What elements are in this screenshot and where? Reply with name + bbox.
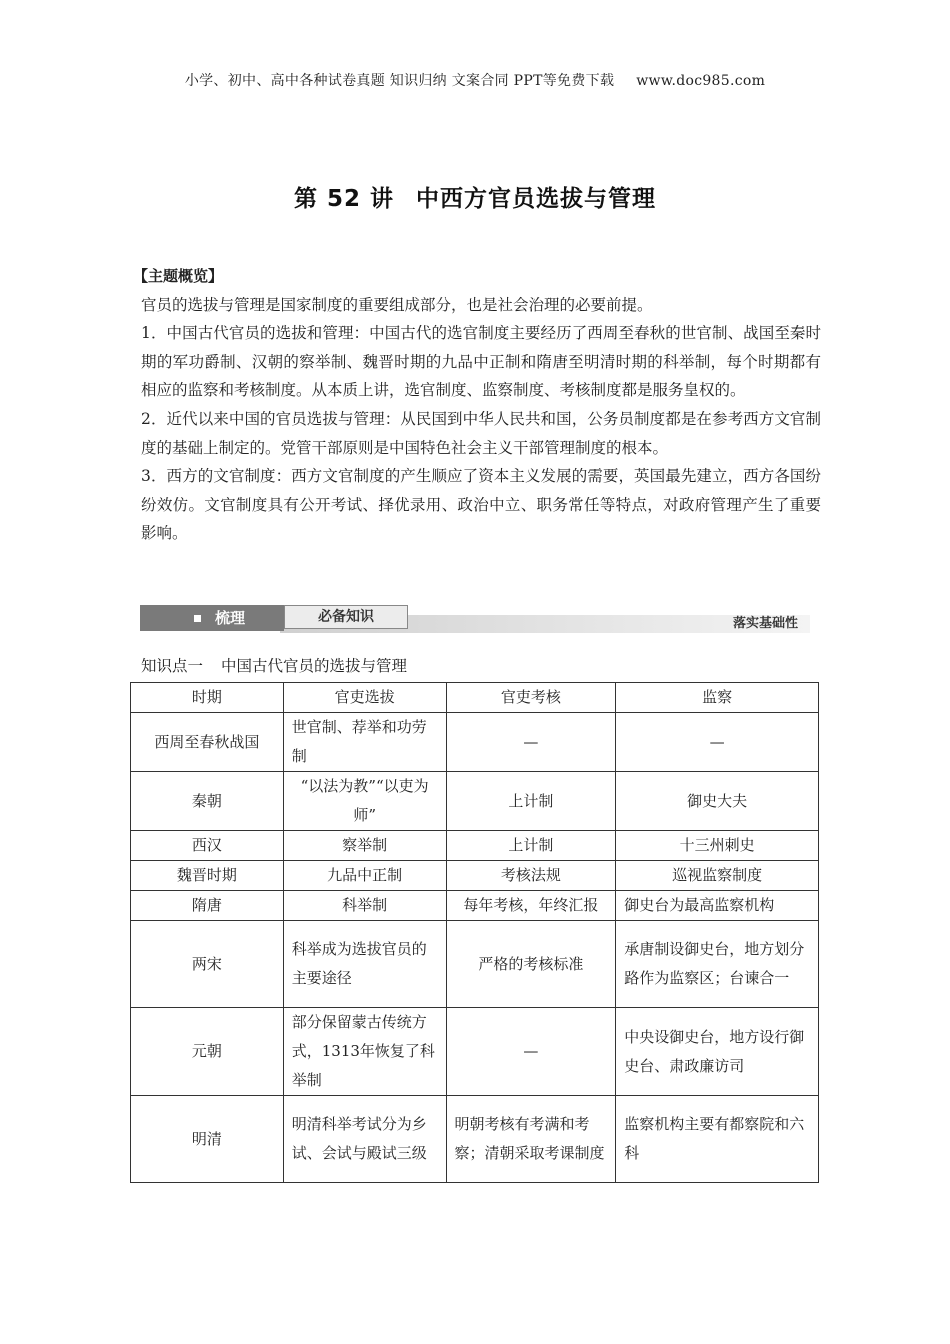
table-cell: 世官制、荐举和功劳制 — [283, 713, 446, 772]
table-cell: 元朝 — [131, 1008, 284, 1096]
table-cell: 巡视监察制度 — [616, 861, 819, 891]
table-cell: 九品中正制 — [283, 861, 446, 891]
header-site[interactable]: www.doc985.com — [636, 73, 766, 89]
header-text: 小学、初中、高中各种试卷真题 知识归纳 文案合同 PPT等免费下载 — [184, 73, 615, 89]
knowledge-point-name: 中国古代官员的选拔与管理 — [221, 657, 408, 675]
page-title — [0, 180, 950, 213]
banner-left-tab — [140, 605, 284, 631]
table-cell: 承唐制设御史台，地方划分路作为监察区；台谏合一 — [616, 921, 819, 1008]
table-cell: 上计制 — [446, 772, 616, 831]
table-row — [131, 861, 819, 891]
table-row — [131, 772, 819, 831]
table-cell: 中央设御史台，地方设行御史台、肃政廉访司 — [616, 1008, 819, 1096]
overview-paragraph: 3．西方的文官制度：西方文官制度的产生顺应了资本主义发展的需要，英国最先建立，西方各国纷纷效仿。文官制度具有公开考试、择优录用、政治中立、职务常任等特点，对政府管理产生了重要影响。 — [141, 467, 821, 543]
table-cell: 御史台为最高监察机构 — [616, 891, 819, 921]
overview-section — [133, 262, 821, 548]
knowledge-table — [130, 682, 819, 1183]
table-cell: 严格的考核标准 — [446, 921, 616, 1008]
table-cell: 西汉 — [131, 831, 284, 861]
table-cell: 上计制 — [446, 831, 616, 861]
table-cell: 明清 — [131, 1096, 284, 1183]
table-cell: 隋唐 — [131, 891, 284, 921]
table-cell: 科举成为选拔官员的主要途径 — [283, 921, 446, 1008]
table-header: 官吏考核 — [446, 683, 616, 713]
table-row — [131, 831, 819, 861]
overview-paragraph: 1．中国古代官员的选拔和管理：中国古代的选官制度主要经历了西周至春秋的世官制、战国至秦时期的军功爵制、汉朝的察举制、魏晋时期的九品中正制和隋唐至明清时期的科举制，每个时期都有相应的监察和考核制度。从本质上讲，选官制度、监察制度、考核制度都是服务皇权的。 — [141, 324, 821, 400]
table-header-row — [131, 683, 819, 713]
table-row — [131, 921, 819, 1008]
table-row — [131, 1096, 819, 1183]
table-cell: — — [616, 713, 819, 772]
table-cell: 御史大夫 — [616, 772, 819, 831]
table-cell: 部分保留蒙古传统方式，1313年恢复了科举制 — [283, 1008, 446, 1096]
title-lecture: 第 52 讲 — [293, 186, 395, 212]
table-header: 官吏选拔 — [283, 683, 446, 713]
banner-middle-tab: 必备知识 — [284, 605, 408, 629]
table-cell: — — [446, 1008, 616, 1096]
table-cell: 秦朝 — [131, 772, 284, 831]
table-cell: 监察机构主要有都察院和六科 — [616, 1096, 819, 1183]
table-cell: 明朝考核有考满和考察；清朝采取考课制度 — [446, 1096, 616, 1183]
table-cell: “以法为教”“以吏为师” — [283, 772, 446, 831]
table-cell: — — [446, 713, 616, 772]
table-row — [131, 713, 819, 772]
table-cell: 魏晋时期 — [131, 861, 284, 891]
table-cell: 明清科举考试分为乡试、会试与殿试三级 — [283, 1096, 446, 1183]
banner-right-label: 落实基础性 — [732, 616, 798, 631]
overview-heading: 【主题概览】 — [133, 267, 224, 285]
title-topic: 中西方官员选拔与管理 — [416, 186, 657, 212]
table-header: 监察 — [616, 683, 819, 713]
table-cell: 西周至春秋战国 — [131, 713, 284, 772]
section-banner — [140, 603, 810, 633]
page-header — [0, 70, 950, 90]
table-row — [131, 1008, 819, 1096]
table-row — [131, 891, 819, 921]
table-cell: 察举制 — [283, 831, 446, 861]
knowledge-point-label: 知识点一 — [141, 657, 204, 675]
table-cell: 科举制 — [283, 891, 446, 921]
overview-paragraph: 2．近代以来中国的官员选拔与管理：从民国到中华人民共和国，公务员制度都是在参考西方文官制度的基础上制定的。党管干部原则是中国特色社会主义干部管理制度的根本。 — [141, 409, 821, 457]
table-cell: 每年考核，年终汇报 — [446, 891, 616, 921]
table-header: 时期 — [131, 683, 284, 713]
overview-paragraph: 官员的选拔与管理是国家制度的重要组成部分，也是社会治理的必要前提。 — [141, 295, 653, 314]
table-cell: 两宋 — [131, 921, 284, 1008]
knowledge-point-title — [141, 654, 407, 676]
square-bullet-icon — [194, 615, 201, 622]
table-cell: 十三州刺史 — [616, 831, 819, 861]
banner-left-label: 梳理 — [215, 609, 246, 627]
table-cell: 考核法规 — [446, 861, 616, 891]
